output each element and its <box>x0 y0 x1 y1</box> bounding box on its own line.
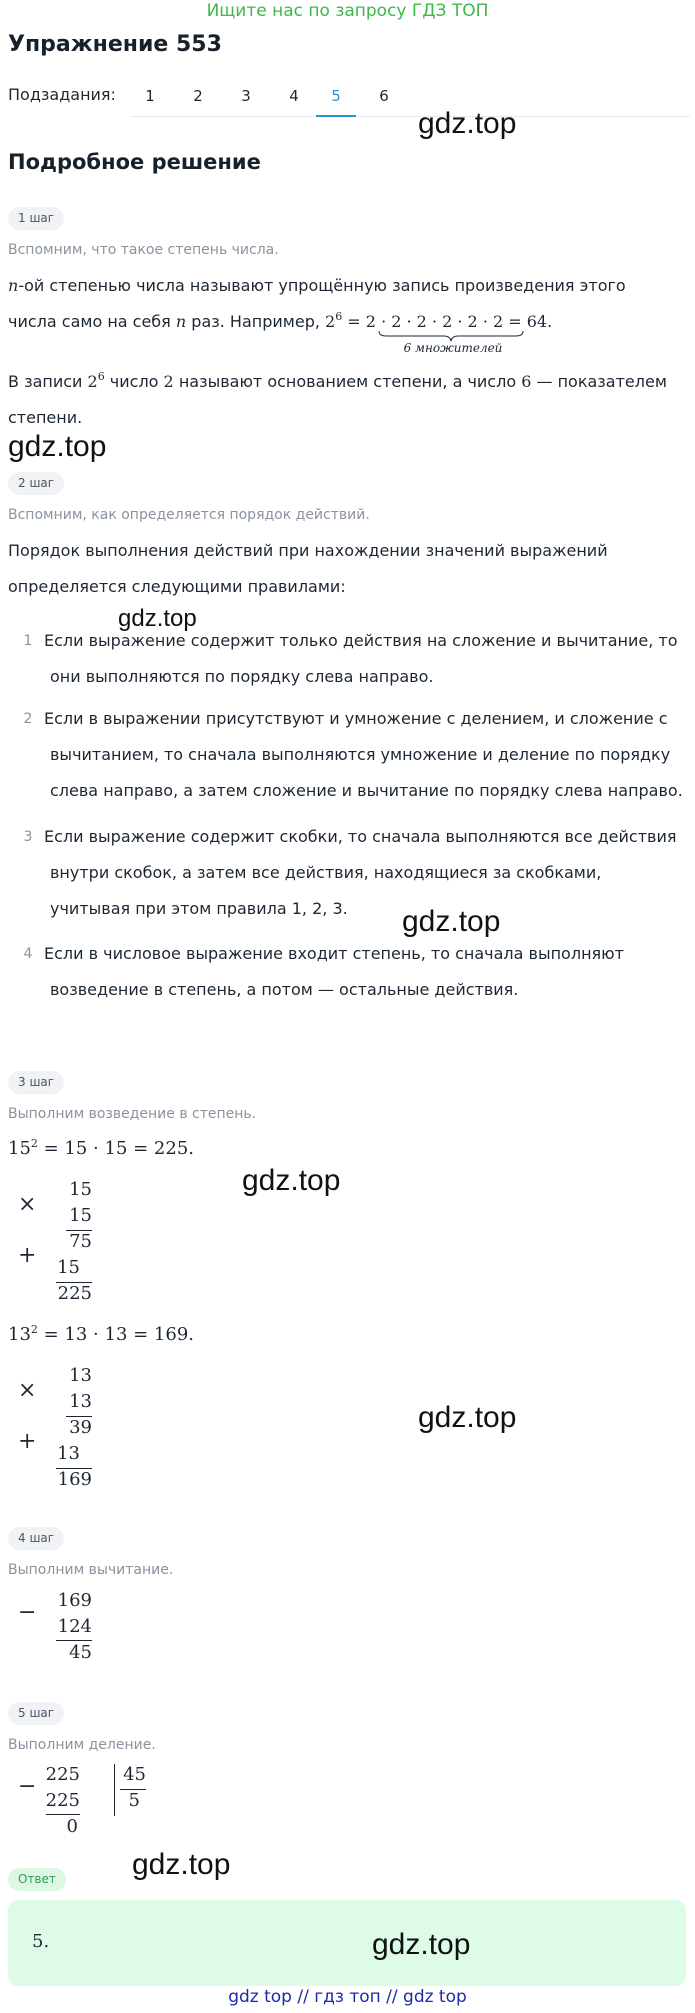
watermark: gdz.top <box>242 1164 341 1197</box>
minus-sign: − <box>18 1600 37 1625</box>
step-1-line-4: степени. <box>8 408 83 427</box>
watermark: gdz.top <box>418 107 517 140</box>
calc1-partial-2: 15 <box>57 1257 80 1278</box>
calc1-bottom: 15 <box>69 1205 92 1226</box>
result: = 64. <box>503 312 553 331</box>
base: 13 <box>8 1324 31 1345</box>
brace-label: 6 множителей <box>403 341 503 355</box>
var-n: n <box>8 276 19 295</box>
calc1-partial-1: 75 <box>69 1231 92 1252</box>
calc1-top: 15 <box>69 1179 92 1200</box>
division-subtract: 225 <box>45 1790 80 1811</box>
page-title: Упражнение 553 <box>8 32 222 57</box>
exponent: 6 <box>335 310 343 323</box>
base: 2 <box>87 372 98 391</box>
text: называют основанием степени, а число <box>173 372 522 391</box>
watermark: gdz.top <box>132 1848 231 1881</box>
calc1-result: 225 <box>57 1283 92 1304</box>
exponent: 2 <box>30 1323 38 1336</box>
footer-links[interactable]: gdz top // гдз топ // gdz top <box>228 1987 467 2007</box>
plus-sign: + <box>18 1429 37 1454</box>
step-5-badge: 5 шаг <box>8 1702 64 1725</box>
product: 2 · 2 · 2 · 2 · 2 · 2 <box>365 312 504 331</box>
answer-badge: Ответ <box>8 1868 66 1891</box>
subtasks-label: Подзадания: <box>8 85 116 104</box>
step-4-badge: 4 шаг <box>8 1527 64 1550</box>
plus-sign: + <box>18 1243 37 1268</box>
calc2-result: 169 <box>57 1469 92 1490</box>
base: 2 <box>325 312 336 331</box>
example-power <box>325 312 342 331</box>
step-3-hint: Выполним возведение в степень. <box>8 1106 257 1122</box>
exponent: 6 <box>97 370 105 383</box>
text: числа само на себя <box>8 312 176 331</box>
step-2-intro-2: определяется следующими правилами: <box>8 577 346 596</box>
number: 2 <box>163 372 174 391</box>
rule-4-number: 4 <box>23 946 33 962</box>
tab-2[interactable]: 2 <box>193 87 203 105</box>
base: 15 <box>8 1138 31 1159</box>
text: -ой степенью числа называют упрощённую запись произведения этого <box>18 276 626 295</box>
subtask-tabs <box>130 79 690 117</box>
rule-1-line-2: они выполняются по порядку слева направо. <box>50 667 434 686</box>
rule-1-number: 1 <box>23 633 33 649</box>
step-1-line-2 <box>8 304 688 340</box>
top-banner[interactable]: Ищите нас по запросу ГДЗ ТОП <box>206 1 489 21</box>
watermark: gdz.top <box>418 1401 517 1434</box>
tab-4[interactable]: 4 <box>289 87 299 105</box>
step-1-line-1 <box>8 268 688 304</box>
step-1-line-3 <box>8 364 688 400</box>
rest: = 13 · 13 = 169. <box>37 1324 195 1345</box>
step-2-hint: Вспомним, как определяется порядок действий. <box>8 507 370 523</box>
equation-13-squared <box>8 1320 194 1350</box>
answer-value: 5. <box>32 1931 50 1952</box>
text: число <box>104 372 164 391</box>
rule-2-line-1: Если в выражении присутствуют и умножение с делением, и сложение с <box>44 709 668 728</box>
step-2-badge: 2 шаг <box>8 472 64 495</box>
rule-3-line-2: внутри скобок, а затем все действия, находящиеся за скобками, <box>50 863 602 882</box>
subtrahend: 124 <box>57 1616 92 1637</box>
multiply-sign: × <box>18 1378 37 1403</box>
rule-2-line-2: вычитанием, то сначала выполняются умножение и деление по порядку <box>50 745 671 764</box>
watermark: gdz.top <box>372 1928 471 1961</box>
remainder: 0 <box>66 1816 78 1837</box>
tab-6[interactable]: 6 <box>379 87 389 105</box>
calc2-partial-2: 13 <box>57 1443 80 1464</box>
step-2-intro-1: Порядок выполнения действий при нахождении значений выражений <box>8 541 608 560</box>
watermark: gdz.top <box>8 430 107 463</box>
difference: 45 <box>69 1642 92 1663</box>
equation-15-squared <box>8 1134 194 1164</box>
watermark: gdz.top <box>402 905 501 938</box>
step-5-hint: Выполним деление. <box>8 1737 156 1753</box>
rule-1-line-1: Если выражение содержит только действия на сложение и вычитание, то <box>44 631 678 650</box>
quotient: 5 <box>128 1790 140 1811</box>
rule-2-number: 2 <box>23 711 33 727</box>
text: В записи <box>8 372 88 391</box>
minuend: 169 <box>57 1590 92 1611</box>
rule-2-line-3: слева направо, а затем сложение и вычитание по порядку слева направо. <box>50 781 683 800</box>
solution-title: Подробное решение <box>8 150 261 174</box>
calc2-bottom: 13 <box>69 1391 92 1412</box>
number: 6 <box>521 372 532 391</box>
multiply-sign: × <box>18 1192 37 1217</box>
tab-1[interactable]: 1 <box>145 87 155 105</box>
rest: = 15 · 15 = 225. <box>37 1138 195 1159</box>
rule-3-line-3: учитывая при этом правила 1, 2, 3. <box>50 899 348 918</box>
step-3-badge: 3 шаг <box>8 1071 64 1094</box>
rule-3-number: 3 <box>23 829 33 845</box>
tab-5[interactable]: 5 <box>316 85 356 117</box>
dividend: 225 <box>45 1764 80 1785</box>
division-vertical-line <box>114 1764 115 1816</box>
tab-3[interactable]: 3 <box>241 87 251 105</box>
exponent: 2 <box>30 1137 38 1150</box>
rule-4-line-1: Если в числовое выражение входит степень, то сначала выполняют <box>44 944 624 963</box>
rule-3-line-1: Если выражение содержит скобки, то сначала выполняются все действия <box>44 827 677 846</box>
calc2-partial-1: 39 <box>69 1417 92 1438</box>
text: — показателем <box>531 372 667 391</box>
watermark: gdz.top <box>118 605 197 632</box>
step-4-hint: Выполним вычитание. <box>8 1562 174 1578</box>
divisor: 45 <box>123 1764 146 1785</box>
equals: = <box>342 312 366 331</box>
step-1-hint: Вспомним, что такое степень числа. <box>8 242 279 258</box>
minus-sign: − <box>18 1774 37 1799</box>
power <box>88 372 105 391</box>
var-n: n <box>175 312 187 331</box>
calc2-top: 13 <box>69 1365 92 1386</box>
rule-4-line-2: возведение в степень, а потом — остальные действия. <box>50 980 519 999</box>
answer-box <box>8 1900 686 1986</box>
step-1-badge: 1 шаг <box>8 207 64 230</box>
text: раз. Например, <box>186 312 326 331</box>
